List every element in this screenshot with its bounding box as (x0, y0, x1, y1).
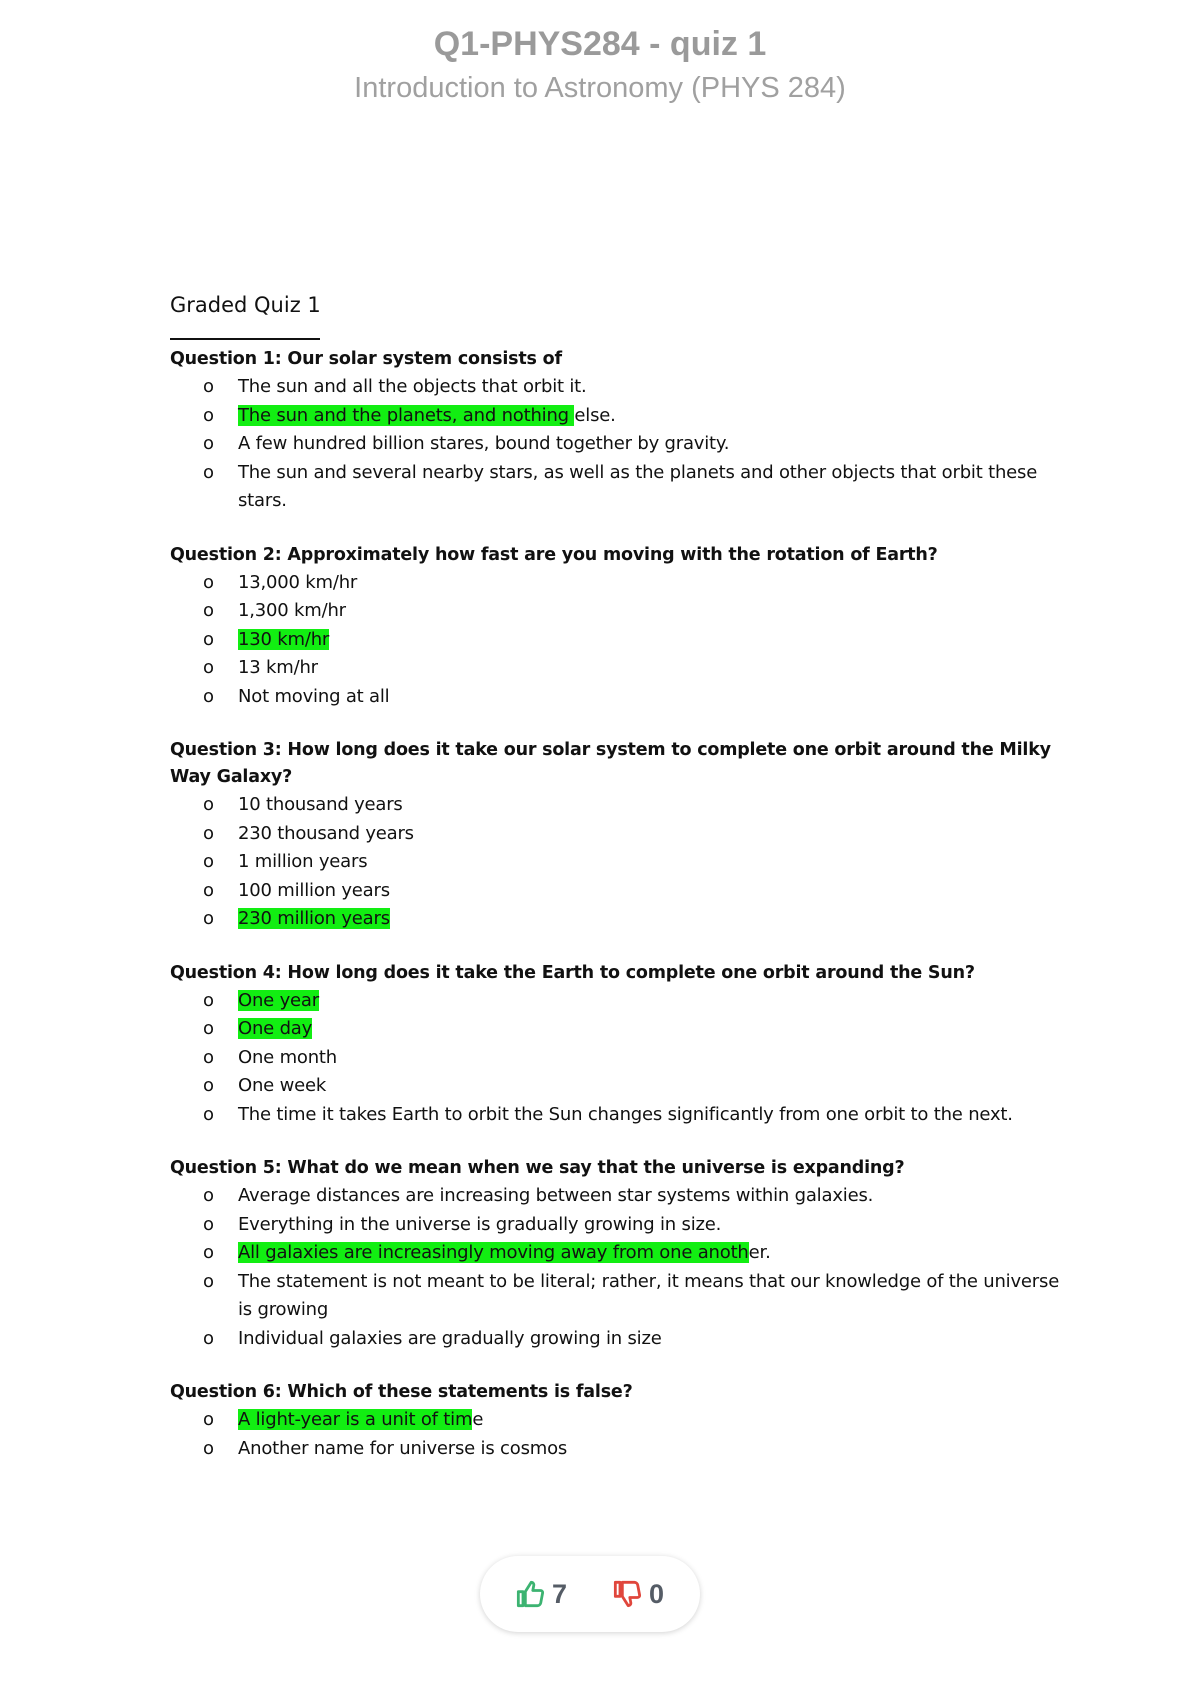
answer-text: The sun and all the objects that orbit it. (238, 376, 587, 397)
answer-option (170, 987, 1070, 1016)
answer-options (170, 373, 1070, 516)
answer-text: Everything in the universe is gradually growing in size. (238, 1213, 722, 1235)
bullet-icon: o (203, 433, 214, 454)
answer-option (170, 1072, 1070, 1101)
bullet-icon: o (203, 1103, 214, 1125)
answer-option (170, 1268, 1070, 1325)
answer-text: 100 million years (238, 879, 390, 901)
answer-option (170, 430, 1070, 459)
answer-option (170, 654, 1070, 683)
answer-option (170, 1182, 1070, 1211)
highlighted-answer-text: One year (238, 989, 319, 1011)
answer-text: The sun and several nearby stars, as well as the planets and other objects that orbit these stars. (238, 461, 1038, 511)
answer-text: Not moving at all (238, 685, 390, 707)
bullet-icon: o (203, 1437, 214, 1459)
answer-options (170, 791, 1070, 934)
bullet-icon: o (203, 404, 214, 426)
quiz-heading: Graded Quiz 1 (170, 293, 321, 317)
bullet-icon: o (203, 1242, 214, 1263)
answer-options (170, 1182, 1070, 1353)
answer-option (170, 373, 1070, 402)
answer-option (170, 402, 1070, 431)
answer-text: Individual galaxies are gradually growing in size (238, 1327, 662, 1349)
question-block (170, 1155, 1070, 1353)
question-text: Question 3: How long does it take our solar system to complete one orbit around the Milky Way Galaxy? (170, 740, 1051, 787)
bullet-icon: o (203, 851, 214, 872)
vote-bar (480, 1556, 700, 1632)
answer-text: One week (238, 1075, 327, 1096)
answer-option (170, 626, 1070, 655)
question-block (170, 960, 1070, 1130)
answer-option (170, 597, 1070, 626)
bullet-icon: o (203, 376, 214, 397)
thumbs-down-icon (613, 1580, 641, 1608)
answer-text: e (472, 1409, 484, 1430)
bullet-icon: o (203, 628, 214, 650)
bullet-icon: o (203, 1018, 214, 1039)
question-text: Question 1: Our solar system consists of (170, 349, 562, 369)
answer-text: The time it takes Earth to orbit the Sun changes significantly from one orbit to the next. (238, 1103, 1013, 1125)
answer-text: 13 km/hr (238, 657, 318, 678)
bullet-icon: o (203, 794, 214, 815)
thumbs-up-icon (516, 1580, 544, 1608)
answer-option (170, 683, 1070, 712)
answer-option (170, 1325, 1070, 1354)
bullet-icon: o (203, 685, 214, 707)
bullet-icon: o (203, 1270, 214, 1292)
upvote-button[interactable] (516, 1579, 567, 1610)
answer-text: 230 thousand years (238, 822, 414, 844)
bullet-icon: o (203, 657, 214, 678)
downvote-button[interactable] (613, 1579, 664, 1610)
answer-option (170, 1435, 1070, 1464)
question-block (170, 346, 1070, 516)
document-header (0, 22, 1200, 108)
answer-option (170, 791, 1070, 820)
answer-option (170, 1044, 1070, 1073)
document-subtitle: Introduction to Astronomy (PHYS 284) (354, 72, 846, 104)
answer-option (170, 569, 1070, 598)
question-block (170, 542, 1070, 712)
bullet-icon: o (203, 1046, 214, 1068)
highlighted-answer-text: One day (238, 1018, 313, 1039)
question-list (170, 346, 1070, 1463)
bullet-icon: o (203, 600, 214, 621)
bullet-icon: o (203, 822, 214, 844)
question-text: Question 6: Which of these statements is false? (170, 1382, 633, 1402)
answer-option (170, 905, 1070, 934)
quiz-content (170, 290, 1070, 1489)
bullet-icon: o (203, 1213, 214, 1235)
answer-option (170, 820, 1070, 849)
bullet-icon: o (203, 879, 214, 901)
answer-options (170, 569, 1070, 712)
answer-text: er. (748, 1242, 771, 1263)
answer-text: 1,300 km/hr (238, 600, 346, 621)
question-text: Question 2: Approximately how fast are you moving with the rotation of Earth? (170, 544, 938, 565)
answer-option (170, 1101, 1070, 1130)
bullet-icon: o (203, 1075, 214, 1096)
highlighted-answer-text: All galaxies are increasingly moving away from one anoth (238, 1242, 749, 1263)
highlighted-answer-text: 230 million years (238, 908, 390, 929)
question-block (170, 1379, 1070, 1463)
question-block (170, 737, 1070, 934)
answer-option (170, 1406, 1070, 1435)
bullet-icon: o (203, 1327, 214, 1349)
answer-text: One month (238, 1046, 337, 1068)
downvote-count: 0 (649, 1578, 665, 1609)
bullet-icon: o (203, 571, 214, 593)
answer-option (170, 1211, 1070, 1240)
answer-option (170, 1015, 1070, 1044)
bullet-icon: o (203, 1185, 214, 1206)
answer-text: A few hundred billion stares, bound together by gravity. (238, 433, 730, 454)
highlighted-answer-text: The sun and the planets, and nothing (238, 404, 575, 426)
question-text: Question 5: What do we mean when we say that the universe is expanding? (170, 1158, 905, 1178)
answer-options (170, 987, 1070, 1130)
answer-text: else. (574, 404, 616, 426)
upvote-count: 7 (551, 1578, 567, 1609)
bullet-icon: o (203, 989, 214, 1011)
answer-option (170, 1239, 1070, 1268)
highlighted-answer-text: A light-year is a unit of tim (238, 1409, 473, 1430)
bullet-icon: o (203, 908, 214, 929)
bullet-icon: o (203, 461, 214, 483)
answer-text: The statement is not meant to be literal; rather, it means that our knowledge of the universe is growing (238, 1270, 1060, 1320)
answer-option (170, 877, 1070, 906)
bullet-icon: o (203, 1409, 214, 1430)
question-text: Question 4: How long does it take the Earth to complete one orbit around the Sun? (170, 962, 975, 983)
answer-option (170, 459, 1070, 516)
answer-option (170, 848, 1070, 877)
answer-text: 1 million years (238, 851, 368, 872)
answer-text: Average distances are increasing between star systems within galaxies. (238, 1185, 874, 1206)
answer-text: 13,000 km/hr (238, 571, 358, 593)
document-title: Q1-PHYS284 - quiz 1 (433, 25, 767, 63)
highlighted-answer-text: 130 km/hr (238, 628, 330, 650)
answer-options (170, 1406, 1070, 1463)
heading-underline (170, 338, 320, 340)
answer-text: 10 thousand years (238, 794, 403, 815)
answer-text: Another name for universe is cosmos (238, 1437, 568, 1459)
